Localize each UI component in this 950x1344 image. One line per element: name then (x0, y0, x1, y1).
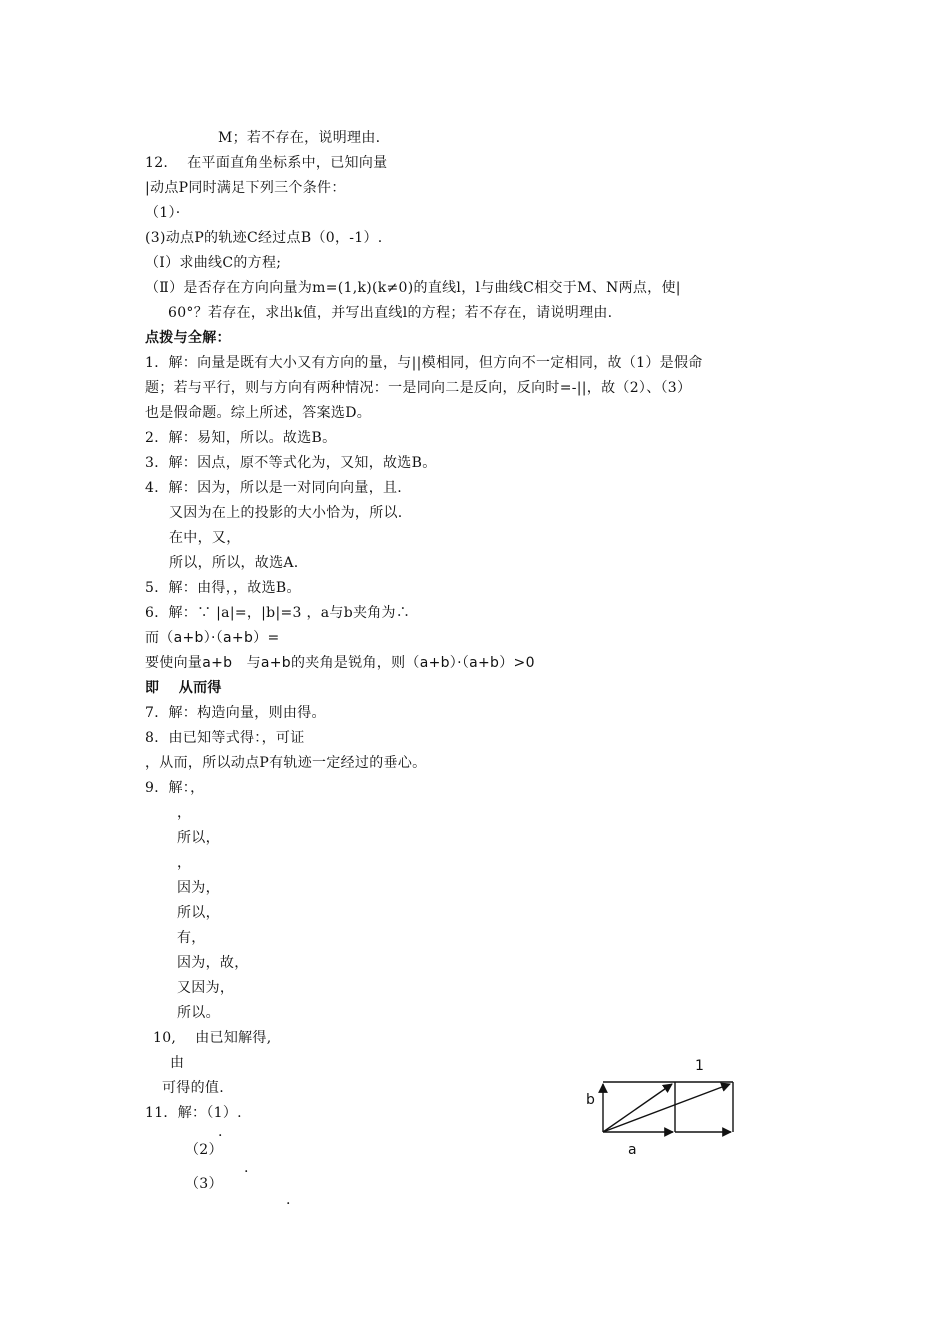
text-line: （2） (185, 1142, 223, 1158)
text-line: 60°？若存在，求出k值，并写出直线l的方程；若不存在，请说明理由. (168, 305, 613, 321)
text-line: M；若不存在，说明理由. (218, 130, 381, 146)
text-line: 8．由已知等式得：，可证 (145, 730, 305, 746)
text-line: (3)动点P的轨迹C经过点B（0，-1）. (145, 230, 383, 246)
text-line: 4．解：因为，所以是一对同向向量，且. (145, 480, 403, 496)
text-line: 也是假命题。综上所述，答案选D。 (145, 405, 372, 421)
text-line: ，从而，所以动点P有轨迹一定经过的垂心。 (145, 755, 427, 771)
text-line: 1．解：向量是既有大小又有方向的量，与||模相同，但方向不一定相同，故（1）是假命 (145, 355, 703, 371)
text-line: 要使向量a+b 与a+b的夹角是锐角，则（a+b）·（a+b）>0 (145, 655, 535, 671)
text-line: 12. 在平面直角坐标系中，已知向量 (145, 155, 388, 171)
text-line: 因为， (177, 880, 220, 896)
text-line: （1）· (145, 205, 181, 221)
text-line: 所以。 (177, 1005, 220, 1021)
text-line: 有， (177, 930, 206, 946)
vector-diagonal-short-arrow (603, 1084, 672, 1132)
label-b: b (586, 1092, 595, 1108)
text-line: 可得的值. (162, 1080, 224, 1096)
text-line: 6．解：∵ |a|=，|b|=3 ，a与b夹角为∴ (145, 605, 411, 621)
text-line: ， (177, 855, 192, 871)
text-line: 7．解：构造向量，则由得。 (145, 705, 326, 721)
text-line: 又因为， (177, 980, 235, 996)
text-line: |动点P同时满足下列三个条件： (145, 180, 346, 196)
text-line: 9．解：， (145, 780, 205, 796)
text-line: 题；若与平行，则与方向有两种情况：一是同向二是反向，反向时=-||，故（2）、（3） (145, 380, 692, 396)
vector-diagram (580, 1050, 760, 1170)
text-line: 所以， (177, 905, 220, 921)
text-line: （Ⅰ）求曲线C的方程; (145, 255, 282, 271)
text-line: 而（a+b）·（a+b）= (145, 630, 280, 646)
text-line: 11．解：（1）. (145, 1105, 242, 1121)
text-line: 10, 由已知解得, (153, 1030, 272, 1046)
section-heading: 点拨与全解： (145, 330, 231, 346)
text-line: ， (177, 805, 192, 821)
label-one: 1 (695, 1058, 704, 1074)
text-line: 所以， (177, 830, 220, 846)
text-line: 3．解：因点，原不等式化为，又知，故选B。 (145, 455, 437, 471)
vector-diagonal-long-arrow (603, 1084, 730, 1132)
text-line: 5．解：由得，，故选B。 (145, 580, 301, 596)
text-line: 2．解：易知，所以。故选B。 (145, 430, 337, 446)
text-line: . (218, 1124, 223, 1140)
text-line: （Ⅱ）是否存在方向向量为m=(1,k)(k≠0)的直线l，l与曲线C相交于M、N两点，使| (145, 280, 681, 296)
text-line: . (286, 1192, 291, 1208)
text-line: 在中，又， (169, 530, 241, 546)
text-line: 所以，所以，故选A. (169, 555, 299, 571)
text-line: 因为，故， (177, 955, 249, 971)
text-line: 即 从而得 (145, 680, 222, 696)
text-line: （3） (185, 1176, 223, 1192)
label-a: a (628, 1142, 637, 1158)
text-line: 又因为在上的投影的大小恰为，所以. (169, 505, 403, 521)
text-line: . (244, 1160, 249, 1176)
text-line: 由 (170, 1055, 185, 1071)
